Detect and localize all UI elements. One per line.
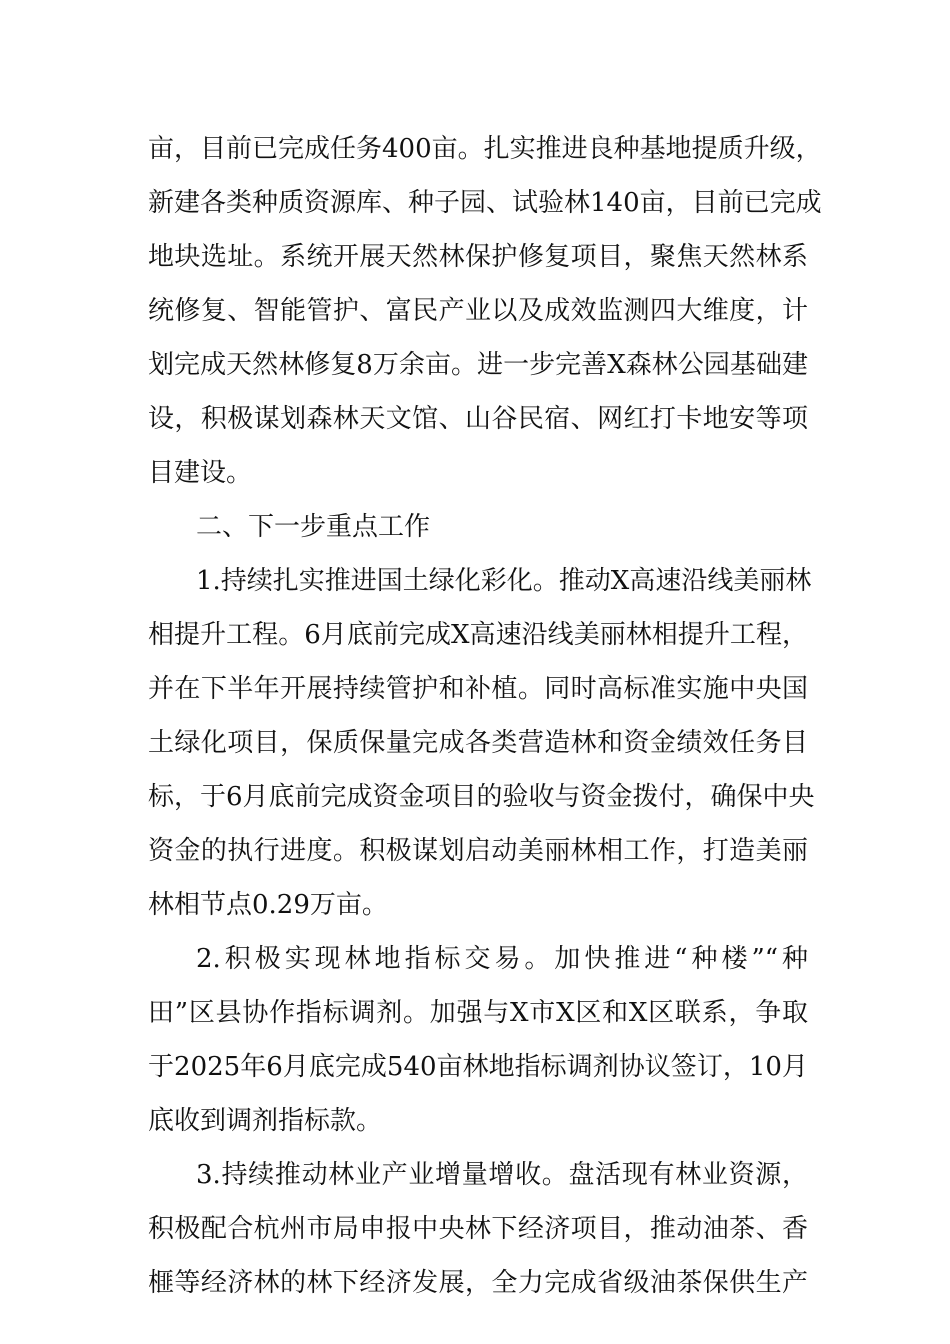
section-heading: 二、下一步重点工作 [196,512,431,542]
item-1-line-6: 资金的执行进度。积极谋划启动美丽林相工作，打造美丽 [148,836,808,866]
item-1-line-2: 相提升工程。6月底前完成X高速沿线美丽林相提升工程， [148,620,808,650]
item-2-line-2: 田”区县协作指标调剂。加强与X市X区和X区联系，争取 [148,998,808,1028]
text-line-4: 统修复、智能管护、富民产业以及成效监测四大维度，计 [148,296,808,326]
item-1-line-1: 1.持续扎实推进国土绿化彩化。推动X高速沿线美丽林 [196,566,812,596]
item-1-line-4: 土绿化项目，保质保量完成各类营造林和资金绩效任务目 [148,728,808,758]
item-2-line-1: 2.积极实现林地指标交易。加快推进“种楼”“种 [196,944,808,974]
item-1-line-5: 标，于6月底前完成资金项目的验收与资金拨付，确保中央 [148,782,815,812]
item-1-line-3: 并在下半年开展持续管护和补植。同时高标准实施中央国 [148,674,808,704]
item-2-line-4: 底收到调剂指标款。 [148,1106,383,1136]
text-line-3: 地块选址。系统开展天然林保护修复项目，聚焦天然林系 [148,242,808,272]
text-line-1: 亩，目前已完成任务400亩。扎实推进良种基地提质升级， [148,134,822,164]
item-3-line-2: 积极配合杭州市局申报中央林下经济项目，推动油茶、香 [148,1214,808,1244]
text-line-7: 目建设。 [148,458,253,488]
text-line-5: 划完成天然林修复8万余亩。进一步完善X森林公园基础建 [148,350,808,380]
text-line-2: 新建各类种质资源库、种子园、试验林140亩，目前已完成 [148,188,822,218]
item-3-line-1: 3.持续推动林业产业增量增收。盘活现有林业资源， [196,1160,808,1190]
item-3-line-3: 榧等经济林的林下经济发展，全力完成省级油茶保供生产 [148,1268,808,1298]
item-2-line-3: 于2025年6月底完成540亩林地指标调剂协议签订，10月 [148,1052,808,1082]
item-1-line-7: 林相节点0.29万亩。 [148,890,388,920]
text-line-6: 设，积极谋划森林天文馆、山谷民宿、网红打卡地安等项 [148,404,808,434]
